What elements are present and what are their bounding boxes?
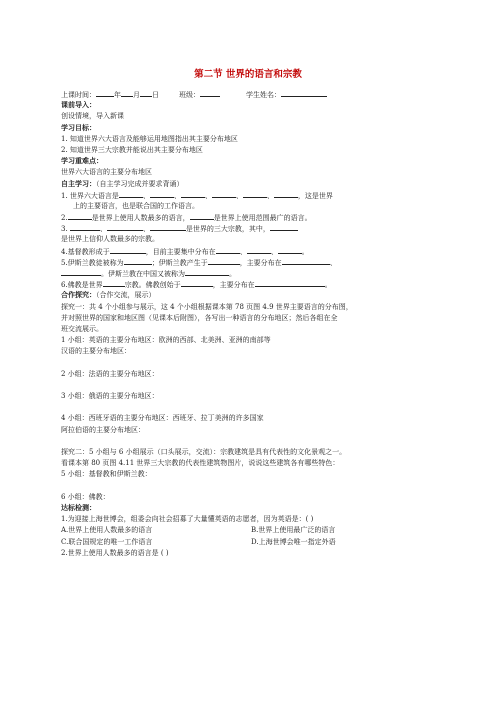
q-text: 3. xyxy=(61,225,68,234)
group-answer: 4 小组：西班牙语的主要分布地区：西班牙、拉丁美洲的许多国家 xyxy=(61,414,264,423)
answer-blank xyxy=(212,190,236,198)
key-text: 世界六大语言的主要分布地区 xyxy=(61,168,152,177)
answer-blank xyxy=(70,223,100,231)
question-3-cont: 是世界上信仰人数最多的宗教。 xyxy=(61,235,159,244)
q-text: 1. 世界六大语言是 xyxy=(61,191,119,200)
q-text: ，目前主要集中分布在 xyxy=(145,247,216,256)
question-5-cont: 。伊斯兰教在中国又被称为 。 xyxy=(61,268,441,279)
group-answer: 3 小组：俄语的主要分布地区： xyxy=(61,392,159,401)
year-blank xyxy=(96,89,114,97)
answer-blank xyxy=(185,268,229,276)
month-label: 月 xyxy=(133,91,140,99)
group-answer: 6 小组：佛教： xyxy=(61,492,110,501)
answer-blank xyxy=(282,257,330,265)
answer-blank xyxy=(68,212,92,220)
q-text: 5.伊斯兰教徒被称为 xyxy=(61,258,124,267)
q-text: 。伊斯兰教在中国又被称为 xyxy=(101,270,185,278)
answer-blank xyxy=(216,246,240,254)
class-label: 班级： xyxy=(179,91,200,99)
answer-blank xyxy=(278,246,302,254)
test-options-row xyxy=(61,525,441,536)
key-heading: 学习重难点： xyxy=(61,157,103,166)
coop-heading-line xyxy=(61,290,441,301)
q-text: ；伊斯兰教产生于 xyxy=(151,258,208,267)
goal-item: 2. 知道世界三大宗教并能说出其主要分布地区 xyxy=(61,145,203,154)
class-info-line xyxy=(61,89,441,100)
coop-heading: 合作探究： xyxy=(61,291,96,300)
day-blank xyxy=(140,89,152,97)
q-text: 是世界的三大宗教，其中， xyxy=(185,225,270,234)
name-blank xyxy=(281,89,327,97)
group-answer: 阿拉伯语的主要分布地区： xyxy=(61,425,145,434)
answer-blank xyxy=(110,246,146,254)
explore-paragraph: 探究二：5 小组与 6 小组展示（口头展示，交流）：宗教建筑是具有代表性的文化景观之一。 xyxy=(61,448,347,456)
explore-paragraph: 并对照世界的国家和地区图（见课本后附图），各写出一种语言的分布地区；然后各组在全 xyxy=(61,313,338,322)
option-a: A.世界上使用人数最多的语言 xyxy=(61,526,153,535)
answer-blank xyxy=(274,190,298,198)
group-answer: 1 小组：英语的主要分布地区：欧洲的西部、北美洲、亚洲的南部等 xyxy=(61,336,271,345)
test-heading: 达标检测： xyxy=(61,503,96,512)
answer-blank xyxy=(124,257,152,265)
group-answer: 汉语的主要分布地区： xyxy=(61,347,131,356)
q-text: 4.基督教形成于 xyxy=(61,247,110,256)
name-label: 学生姓名： xyxy=(246,91,281,99)
question-5: 5.伊斯兰教徒被称为 ；伊斯兰教产生于 ，主要分布在 、 xyxy=(61,258,337,267)
pre-heading: 课前导入： xyxy=(61,101,96,110)
answer-blank xyxy=(103,279,125,287)
answer-blank xyxy=(208,257,240,265)
coop-note: （合作交流，展示） xyxy=(96,291,156,300)
q-text: 是世界上使用人数最多的语言， xyxy=(91,214,190,223)
answer-blank xyxy=(243,190,267,198)
time-label: 上课时间： xyxy=(61,91,96,99)
question-4: 4.基督教形成于 ，目前主要集中分布在 、 、 。 xyxy=(61,247,309,256)
explore-paragraph: 探究一：共 4 个小组参与展示，这 4 个小组根据课本第 78 页图 4.9 世界主要语言的分布图， xyxy=(61,302,353,311)
class-blank xyxy=(200,89,220,97)
answer-blank xyxy=(255,279,325,287)
month-blank xyxy=(121,89,133,97)
question-3: 3. 、 、 是世界的三大宗教，其中， xyxy=(61,223,441,234)
option-d: D.上海世博会唯一指定外语 xyxy=(251,537,336,546)
group-answer: 2 小组：法语的主要分布地区： xyxy=(61,369,159,378)
answer-blank xyxy=(150,223,186,231)
group-answer: 5 小组：基督教和伊斯兰教： xyxy=(61,470,152,479)
option-b: B.世界上使用最广泛的语言 xyxy=(251,526,336,535)
explore-paragraph: 班交流展示。 xyxy=(61,324,103,333)
answer-blank xyxy=(190,212,214,220)
option-c: C.联合国规定的唯一工作语言 xyxy=(61,537,153,546)
pre-text: 创设情境，导入新课 xyxy=(61,112,124,121)
answer-blank xyxy=(181,190,205,198)
answer-blank xyxy=(247,246,271,254)
page-title: 第二节 世界的语言和宗教 xyxy=(194,69,302,80)
year-label: 年 xyxy=(114,91,121,99)
test-options-row xyxy=(61,537,441,548)
test-question-1: 1.为迎接上海世博会，组委会向社会招募了大量懂英语的志愿者，因为英语是：( ) xyxy=(61,515,314,524)
answer-blank xyxy=(270,223,298,231)
question-1: 1. 世界六大语言是 、 、 、 、 、 ，这是世界 xyxy=(61,191,333,200)
question-1-cont: 上的主要语言，也是联合国的工作语言。 xyxy=(73,201,199,210)
test-question-2: 2.世界上使用人数最多的语言是 ( ) xyxy=(61,548,169,557)
worksheet-body xyxy=(61,89,441,559)
answer-blank xyxy=(150,190,174,198)
answer-blank xyxy=(181,279,213,287)
self-heading-line xyxy=(61,179,441,190)
q-text: ，主要分布在 xyxy=(212,281,255,290)
self-note: （自主学习完成并要求背诵） xyxy=(96,179,184,188)
question-6: 6.佛教是世界 宗教。佛教创始于 ，主要分布在 。 xyxy=(61,281,332,290)
goal-item: 1. 知道世界六大语言及能够运用地图指出其主要分布地区 xyxy=(61,134,238,143)
answer-blank xyxy=(61,268,101,276)
q-text: 是世界上使用范围最广的语言。 xyxy=(213,214,312,223)
answer-blank xyxy=(119,190,143,198)
q-text: 6.佛教是世界 xyxy=(61,281,103,290)
q-text: ，主要分布在 xyxy=(239,258,282,267)
question-2 xyxy=(61,212,441,223)
self-heading: 自主学习： xyxy=(61,179,96,188)
explore-paragraph: 看课本第 80 页图 4.11 世界三大宗教的代表性建筑物图片，说说这些建筑各有哪些特色： xyxy=(61,459,340,468)
q-text: 这是世界 xyxy=(304,191,333,200)
day-label: 日 xyxy=(152,91,159,99)
q-text: 2. xyxy=(61,214,68,223)
q-text: 宗教。佛教创始于 xyxy=(124,281,181,290)
goals-heading: 学习目标： xyxy=(61,123,96,132)
answer-blank xyxy=(107,223,143,231)
